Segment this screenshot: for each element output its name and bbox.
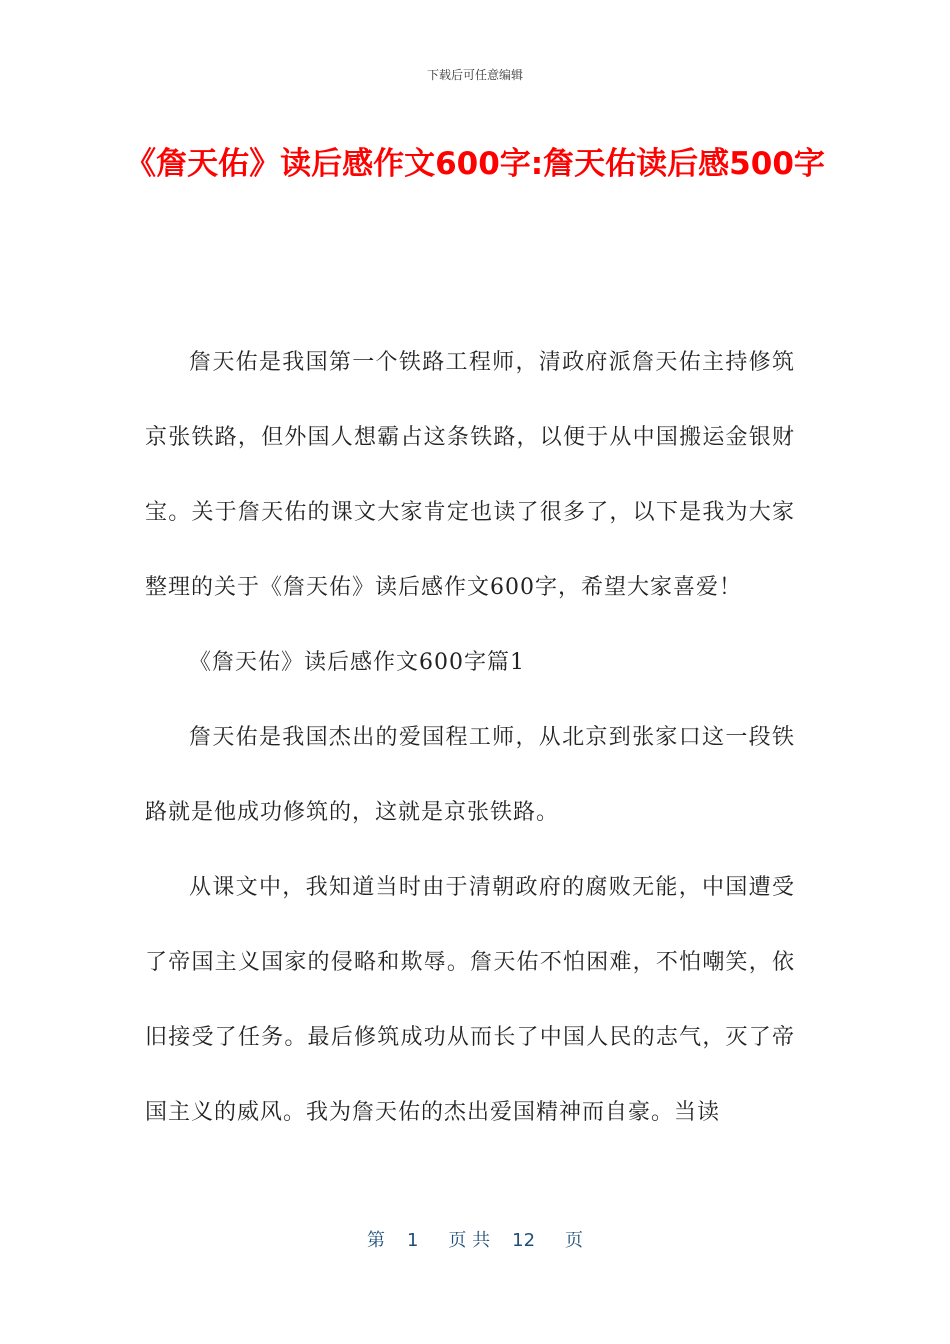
footer-middle: 页 共: [448, 1230, 491, 1251]
paragraph-intro: 詹天佑是我国第一个铁路工程师，清政府派詹天佑主持修筑京张铁路，但外国人想霸占这条铁路，以便于从中国搬运金银财宝。关于詹天佑的课文大家肯定也读了很多了，以下是我为大家整理的关于《詹天佑》读后感作文600字，希望大家喜爱！: [145, 350, 795, 600]
footer-suffix: 页: [565, 1230, 584, 1251]
footer-prefix: 第: [366, 1230, 385, 1251]
paragraph-2: 从课文中，我知道当时由于清朝政府的腐败无能，中国遭受了帝国主义国家的侵略和欺辱。詹天佑不怕困难，不怕嘲笑，依旧接受了任务。最后修筑成功从而长了中国人民的志气，灭了帝国主义的威风。我为詹天佑的杰出爱国精神而自豪。当读: [145, 875, 795, 1125]
document-body: [145, 325, 795, 1150]
total-pages-number: 12: [512, 1230, 536, 1251]
header-note: 下载后可任意编辑: [426, 68, 523, 82]
paragraph-1: 詹天佑是我国杰出的爱国程工师，从北京到张家口这一段铁路就是他成功修筑的，这就是京张铁路。: [145, 725, 795, 825]
paragraph-section-heading: 《詹天佑》读后感作文600字篇1: [189, 650, 525, 675]
current-page-number: 1: [406, 1230, 419, 1251]
page-footer: [0, 1226, 950, 1252]
document-title: 《詹天佑》读后感作文600字:詹天佑读后感500字: [125, 146, 825, 182]
